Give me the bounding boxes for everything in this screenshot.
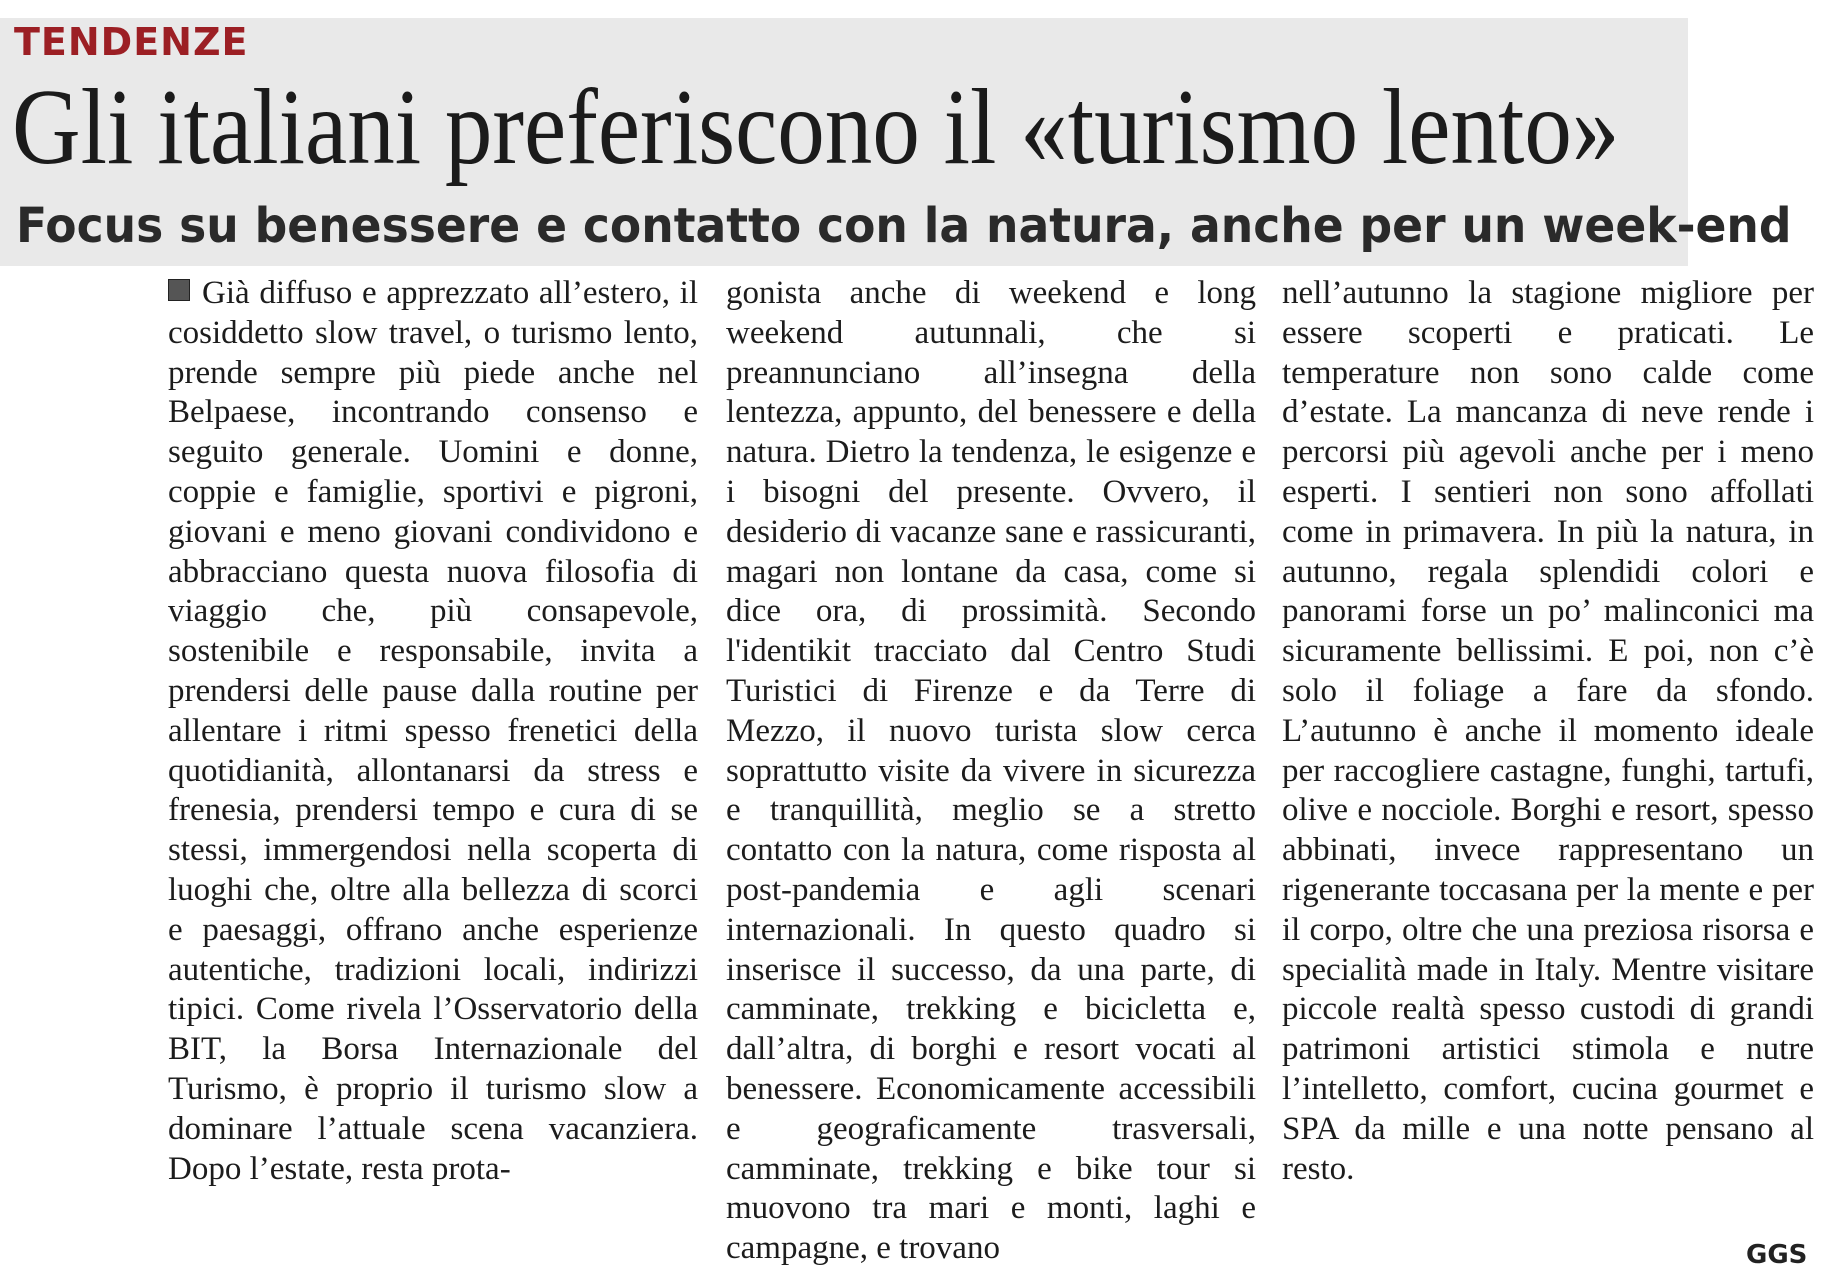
- article-column-2: [726, 274, 1256, 1269]
- paragraph-marker-icon: [168, 279, 190, 301]
- article-column-1: [168, 274, 698, 1189]
- subheadline: Focus su benessere e contatto con la natura, anche per un week-end: [16, 198, 1792, 254]
- column-1-text: Già diffuso e apprezzato all’estero, il cosiddetto slow travel, o turismo lento, prende sempre più piede anche nel Belpaese, incontrando consenso e seguito generale. Uomini e donne, coppie e famiglie, sportivi e pigroni, giovani e meno giovani condividono e abbracciano questa nuova filosofia di viaggio che, più consapevole, sostenibile e responsabile, invita a prendersi delle pause dalla routine per allentare i ritmi spesso frenetici della quotidianità, allontanarsi da stress e frenesia, prendersi tempo e cura di se stessi, immergendosi nella scoperta di luoghi che, oltre alla bellezza di scorci e paesaggi, offrano anche esperienze autentiche, tradizioni locali, indirizzi tipici. Come rivela l’Osservatorio della BIT, la Borsa Internazionale del Turismo, è proprio il turismo slow a dominare l’attuale scena vacanziera. Dopo l’estate, resta prota-: [168, 275, 698, 1187]
- column-2-text: gonista anche di weekend e long weekend autunnali, che si preannunciano all’insegna della lentezza, appunto, del benessere e della natura. Dietro la tendenza, le esigenze e i bisogni del presente. Ovvero, il desiderio di vacanze sane e rassicuranti, magari non lontane da casa, come si dice ora, di prossimità. Secondo l'identikit tracciato dal Centro Studi Turistici di Firenze e da Terre di Mezzo, il nuovo turista slow cerca soprattutto visite da vivere in sicurezza e tranquillità, meglio se a stretto contatto con la natura, come risposta al post-pandemia e agli scenari internazionali. In questo quadro si inserisce il successo, da una parte, di camminate, trekking e bicicletta e, dall’altra, di borghi e resort vocati al benessere. Economicamente accessibili e geograficamente trasversali, camminate, trekking e bike tour si muovono tra mari e monti, laghi e campagne, e trovano: [726, 275, 1256, 1267]
- column-3-text: nell’autunno la stagione migliore per essere scoperti e praticati. Le temperature non sono calde come d’estate. La mancanza di neve rende i percorsi più agevoli anche per i meno esperti. I sentieri non sono affollati come in primavera. In più la natura, in autunno, regala splendidi colori e panorami forse un po’ malinconici ma sicuramente bellissimi. E poi, non c’è solo il foliage a fare da sfondo. L’autunno è anche il momento ideale per raccogliere castagne, funghi, tartufi, olive e nocciole. Borghi e resort, spesso abbinati, invece rappresentano un rigenerante toccasana per la mente e per il corpo, oltre che una preziosa risorsa e specialità made in Italy. Mentre visitare piccole realtà spesso custodi di grandi patrimoni artistici stimola e nutre l’intelletto, comfort, cucina gourmet e SPA da mille e una notte pensano al resto.: [1282, 275, 1814, 1187]
- article-column-3: [1282, 274, 1814, 1189]
- section-kicker: TENDENZE: [14, 20, 249, 64]
- headline: Gli italiani preferiscono il «turismo lento»: [12, 68, 1620, 187]
- author-signature: GGS: [1746, 1240, 1808, 1270]
